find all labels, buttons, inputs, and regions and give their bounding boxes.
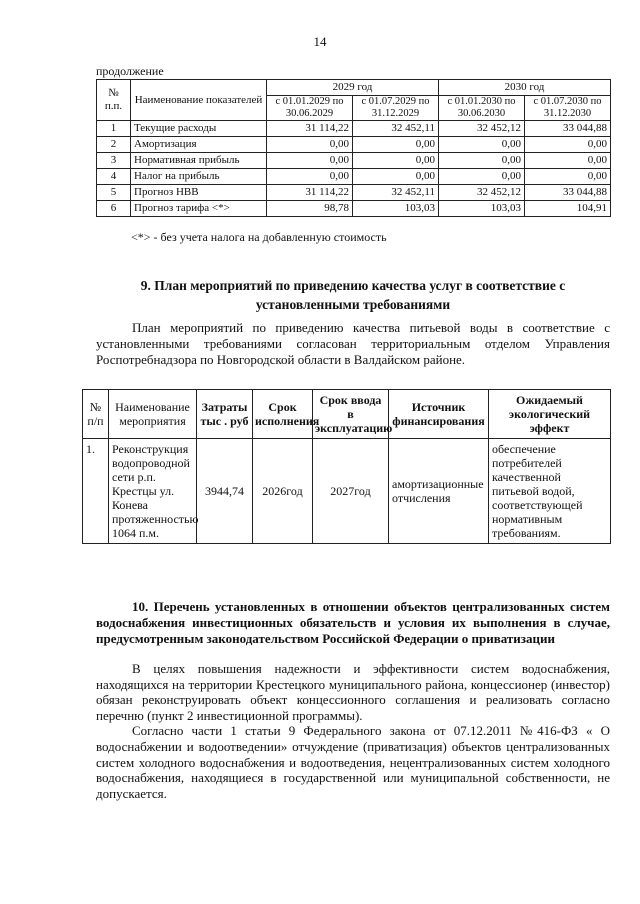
row-value: 0,00	[439, 169, 525, 185]
header-name: Наименование показателей	[131, 80, 267, 121]
row-value: 0,00	[353, 153, 439, 169]
section-9-heading: 9. План мероприятий по приведению качества услуг в соответствие с установленными требованиями	[140, 278, 566, 312]
row-value: 33 044,88	[525, 185, 611, 201]
table-row	[97, 169, 611, 185]
section-10-heading-text: 10. Перечень установленных в отношении объектов централизованных систем водоснабжения инвестиционных обязательств и условия их выполнения в случае, предусмотренным законодательством Российской Федерации о приватизации	[96, 599, 610, 646]
header-effect: Ожидаемый экологический эффект	[489, 390, 611, 439]
row-value: 0,00	[267, 169, 353, 185]
section-10-heading	[96, 599, 610, 647]
header-cost: Затраты тыс . руб	[197, 390, 253, 439]
table-row	[97, 201, 611, 217]
header-num: № п/п	[83, 390, 109, 439]
row-value: 32 452,12	[439, 121, 525, 137]
row-number: 2	[97, 137, 131, 153]
header-commission: Срок ввода в эксплуатацию	[313, 390, 389, 439]
row-value: 32 452,11	[353, 185, 439, 201]
row-number: 4	[97, 169, 131, 185]
row-value: 31 114,22	[267, 185, 353, 201]
row-commission: 2027год	[313, 439, 389, 544]
header-year-2030: 2030 год	[439, 80, 611, 96]
row-number: 3	[97, 153, 131, 169]
footnote: <*> - без учета налога на добавленную стоимость	[131, 230, 387, 244]
header-period: с 01.01.2030 по 30.06.2030	[439, 96, 525, 121]
row-value: 103,03	[353, 201, 439, 217]
row-value: 33 044,88	[525, 121, 611, 137]
row-number: 5	[97, 185, 131, 201]
row-value: 0,00	[353, 169, 439, 185]
header-period: с 01.07.2029 по 31.12.2029	[353, 96, 439, 121]
row-source: амортизационные отчисления	[389, 439, 489, 544]
row-value: 0,00	[439, 153, 525, 169]
row-value: 32 452,12	[439, 185, 525, 201]
continuation-label: продолжение	[96, 64, 164, 78]
row-value: 0,00	[353, 137, 439, 153]
section-10-paragraph-1: В целях повышения надежности и эффективности систем водоснабжения, находящихся на территории Крестецкого муниципального района, концессионер (инвестор) обязан реконструировать объект концессионного соглашения и реализовать согласно перечню (пункт 2 инвестиционной программы).	[96, 661, 610, 723]
row-name: Налог на прибыль	[131, 169, 267, 185]
header-period: с 01.01.2029 по 30.06.2029	[267, 96, 353, 121]
row-name: Прогноз НВВ	[131, 185, 267, 201]
section-10-paragraph-2: Согласно части 1 статьи 9 Федерального закона от 07.12.2011 №416-ФЗ « О водоснабжении и водоотведении» отчуждение (приватизация) объектов централизованных систем холодного водоснабжения и водоотведения, нецентрализованных систем холодного водоснабжения, находящиеся в государственной или муниципальной собственности, не допускается.	[96, 723, 610, 801]
row-name: Амортизация	[131, 137, 267, 153]
row-number: 1.	[83, 439, 109, 544]
header-source: Источник финансирования	[389, 390, 489, 439]
header-name: Наименование мероприятия	[109, 390, 197, 439]
header-term: Срок исполнения	[253, 390, 313, 439]
row-name: Текущие расходы	[131, 121, 267, 137]
table-row	[97, 185, 611, 201]
header-num: № п.п.	[97, 80, 131, 121]
table-row	[97, 121, 611, 137]
tariff-forecast-table	[96, 79, 611, 217]
row-cost: 3944,74	[197, 439, 253, 544]
row-value: 0,00	[525, 153, 611, 169]
row-value: 98,78	[267, 201, 353, 217]
row-value: 0,00	[525, 169, 611, 185]
measures-table	[82, 389, 611, 544]
header-period: с 01.07.2030 по 31.12.2030	[525, 96, 611, 121]
row-value: 103,03	[439, 201, 525, 217]
header-year-2029: 2029 год	[267, 80, 439, 96]
row-name: Реконструкция водопроводной сети р.п. Крестцы ул. Конева протяженностью 1064 п.м.	[109, 439, 197, 544]
row-number: 6	[97, 201, 131, 217]
row-name: Нормативная прибыль	[131, 153, 267, 169]
row-value: 104,91	[525, 201, 611, 217]
row-term: 2026год	[253, 439, 313, 544]
page-number: 14	[313, 34, 327, 49]
table-row	[97, 153, 611, 169]
row-effect: обеспечение потребителей качественной питьевой водой, соответствующей нормативным требованиям.	[489, 439, 611, 544]
row-name: Прогноз тарифа <*>	[131, 201, 267, 217]
row-value: 0,00	[267, 153, 353, 169]
row-value: 32 452,11	[353, 121, 439, 137]
row-value: 0,00	[439, 137, 525, 153]
section-10-body	[96, 661, 610, 801]
row-value: 0,00	[267, 137, 353, 153]
table-row	[97, 137, 611, 153]
row-value: 0,00	[525, 137, 611, 153]
section-9-paragraph: План мероприятий по приведению качества питьевой воды в соответствие с установленными требованиями согласован территориальным отделом Управления Роспотребнадзора по Новгородской области в Валдайском районе.	[96, 320, 610, 367]
row-number: 1	[97, 121, 131, 137]
table-row	[83, 439, 611, 544]
row-value: 31 114,22	[267, 121, 353, 137]
